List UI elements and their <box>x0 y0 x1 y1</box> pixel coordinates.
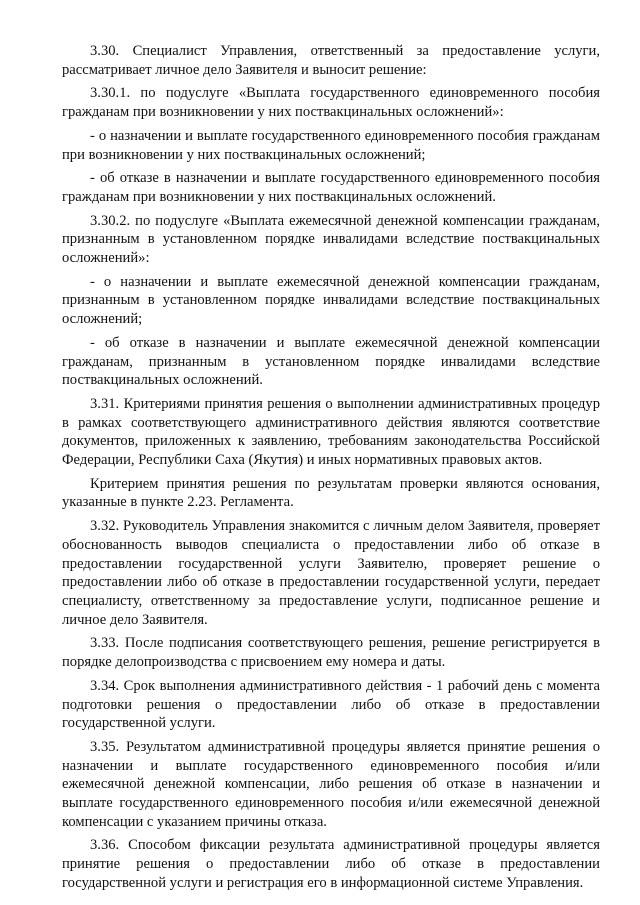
paragraph-3-34: 3.34. Срок выполнения административного действия - 1 рабочий день с момента подготовки решения о предоставлении либо об отказе в предоставлении государственной услуги. <box>62 677 600 732</box>
paragraph-criterion: Критерием принятия решения по результатам проверки являются основания, указанные в пункте 2.23. Регламента. <box>62 475 600 511</box>
paragraph-3-31: 3.31. Критериями принятия решения о выполнении административных процедур в рамках соответствующего административного действия являются соответствие документов, приложенных к заявлению, требованиям законодательства Российской Федерации, Республики Саха (Якутия) и иных нормативных правовых актов. <box>62 395 600 469</box>
paragraph-3-33: 3.33. После подписания соответствующего решения, решение регистрируется в порядке делопроизводства с присвоением ему номера и даты. <box>62 635 600 671</box>
list-item-compensation-refusal: - об отказе в назначении и выплате ежемесячной денежной компенсации гражданам, признанным в установленном порядке инвалидами вследствие поствакцинальных осложнений. <box>62 334 600 389</box>
paragraph-3-30-2: 3.30.2. по подуслуге «Выплата ежемесячной денежной компенсации гражданам, признанным в установленном порядке инвалидами вследствие поствакцинальных осложнений»: <box>62 212 600 267</box>
paragraph-3-32: 3.32. Руководитель Управления знакомится с личным делом Заявителя, проверяет обоснованность выводов специалиста о предоставлении либо об отказе в предоставлении государственной услуги Заявителю, проверяет решение о предоставлении либо об отказе в предоставлении государственной услуги, передает специалисту, ответственному за предоставление услуги, подписанное решение и личное дело Заявителя. <box>62 518 600 628</box>
document-page <box>62 42 600 898</box>
paragraph-3-35: 3.35. Результатом административной процедуры является принятие решения о назначении и выплате государственного единовременного пособия и/или ежемесячной денежной компенсации, либо решения об отказе в назначении и выплате государственного единовременного пособия и/или ежемесячной денежной компенсации с указанием причины отказа. <box>62 738 600 830</box>
paragraph-3-30: 3.30. Специалист Управления, ответственный за предоставление услуги, рассматривает личное дело Заявителя и выносит решение: <box>62 43 600 78</box>
list-item-compensation-approval: - о назначении и выплате ежемесячной денежной компенсации гражданам, признанным в установленном порядке инвалидами вследствие поствакцинальных осложнений; <box>62 273 600 328</box>
paragraph-3-36: 3.36. Способом фиксации результата административной процедуры является принятие решения о предоставлении либо об отказе в предоставлении государственной услуги и регистрация его в информационной системе Управления. <box>62 837 600 891</box>
list-item-grant-approval: - о назначении и выплате государственного единовременного пособия гражданам при возникновении у них поствакцинальных осложнений; <box>62 127 600 163</box>
list-item-grant-refusal: - об отказе в назначении и выплате государственного единовременного пособия гражданам при возникновении у них поствакцинальных осложнений. <box>62 170 600 205</box>
paragraph-3-30-1: 3.30.1. по подуслуге «Выплата государственного единовременного пособия гражданам при возникновении у них поствакцинальных осложнений»: <box>62 85 600 121</box>
